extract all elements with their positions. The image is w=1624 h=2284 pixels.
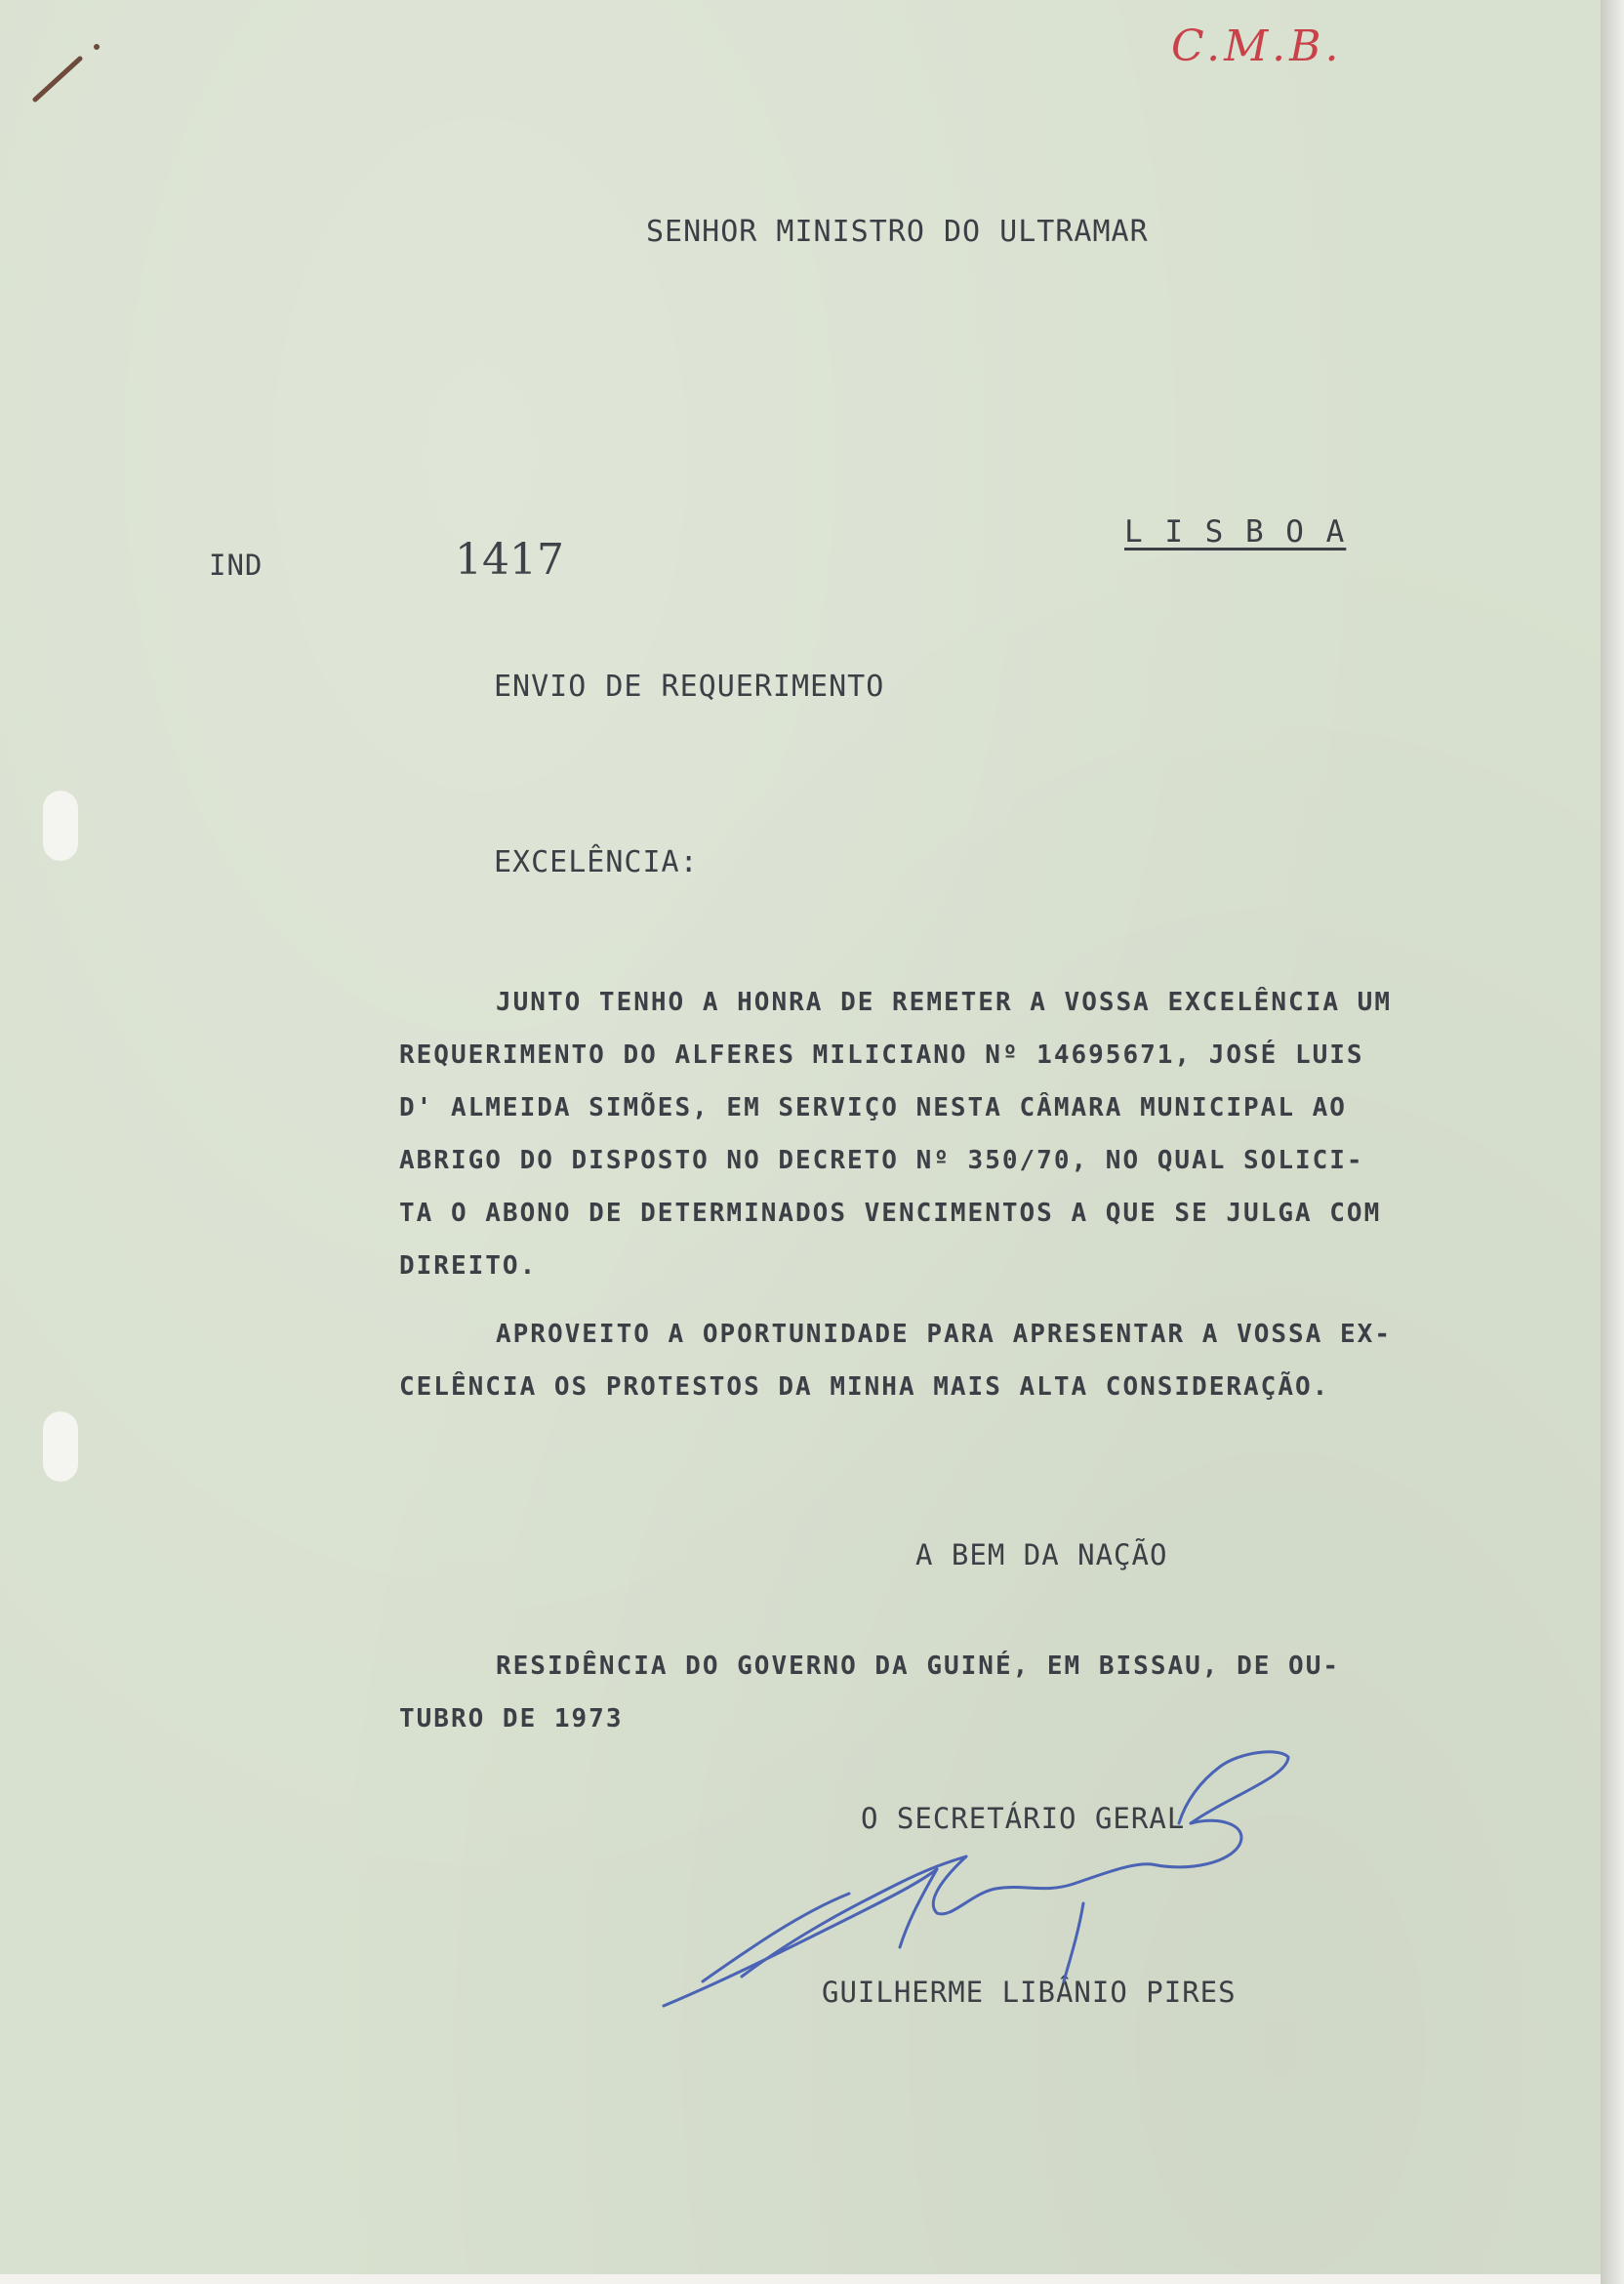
punch-hole (43, 1411, 78, 1482)
reference-code: IND (209, 549, 264, 582)
closing-formula: A BEM DA NAÇÃO (915, 1538, 1168, 1571)
ink-mark (23, 39, 111, 107)
addressee: SENHOR MINISTRO DO ULTRAMAR (646, 215, 1149, 249)
place-lisboa: L I S B O A (1124, 514, 1347, 550)
page-edge (1601, 0, 1624, 2284)
paragraph-line: CELÊNCIA OS PROTESTOS DA MINHA MAIS ALTA CONSIDERAÇÃO. (399, 1372, 1330, 1402)
paragraph-line: REQUERIMENTO DO ALFERES MILICIANO Nº 14695671, JOSÉ LUIS (399, 1040, 1364, 1070)
subject: ENVIO DE REQUERIMENTO (494, 670, 885, 704)
date-line-text: TUBRO DE 1973 (399, 1704, 624, 1733)
reference-number: 1417 (455, 535, 564, 585)
salutation: EXCELÊNCIA: (494, 845, 699, 879)
date-line-text: RESIDÊNCIA DO GOVERNO DA GUINÉ, EM BISSAU, DE OU- (496, 1652, 1341, 1681)
handwritten-initials: C.M.B. (1171, 21, 1343, 71)
signatory-title: O SECRETÁRIO GERAL (861, 1802, 1186, 1835)
paragraph-line: ABRIGO DO DISPOSTO NO DECRETO Nº 350/70, NO QUAL SOLICI- (399, 1146, 1364, 1175)
paragraph-line: APROVEITO A OPORTUNIDADE PARA APRESENTAR A VOSSA EX- (496, 1320, 1392, 1349)
handwritten-signature (644, 1747, 1308, 2079)
paragraph-line: D' ALMEIDA SIMÕES, EM SERVIÇO NESTA CÂMARA MUNICIPAL AO (399, 1093, 1347, 1122)
punch-hole (43, 791, 78, 861)
signatory-name: GUILHERME LIBÂNIO PIRES (822, 1976, 1237, 2009)
paragraph-line: TA O ABONO DE DETERMINADOS VENCIMENTOS A QUE SE JULGA COM (399, 1199, 1382, 1228)
paragraph-line: JUNTO TENHO A HONRA DE REMETER A VOSSA EXCELÊNCIA UM (496, 988, 1392, 1017)
paragraph-line: DIREITO. (399, 1251, 538, 1281)
